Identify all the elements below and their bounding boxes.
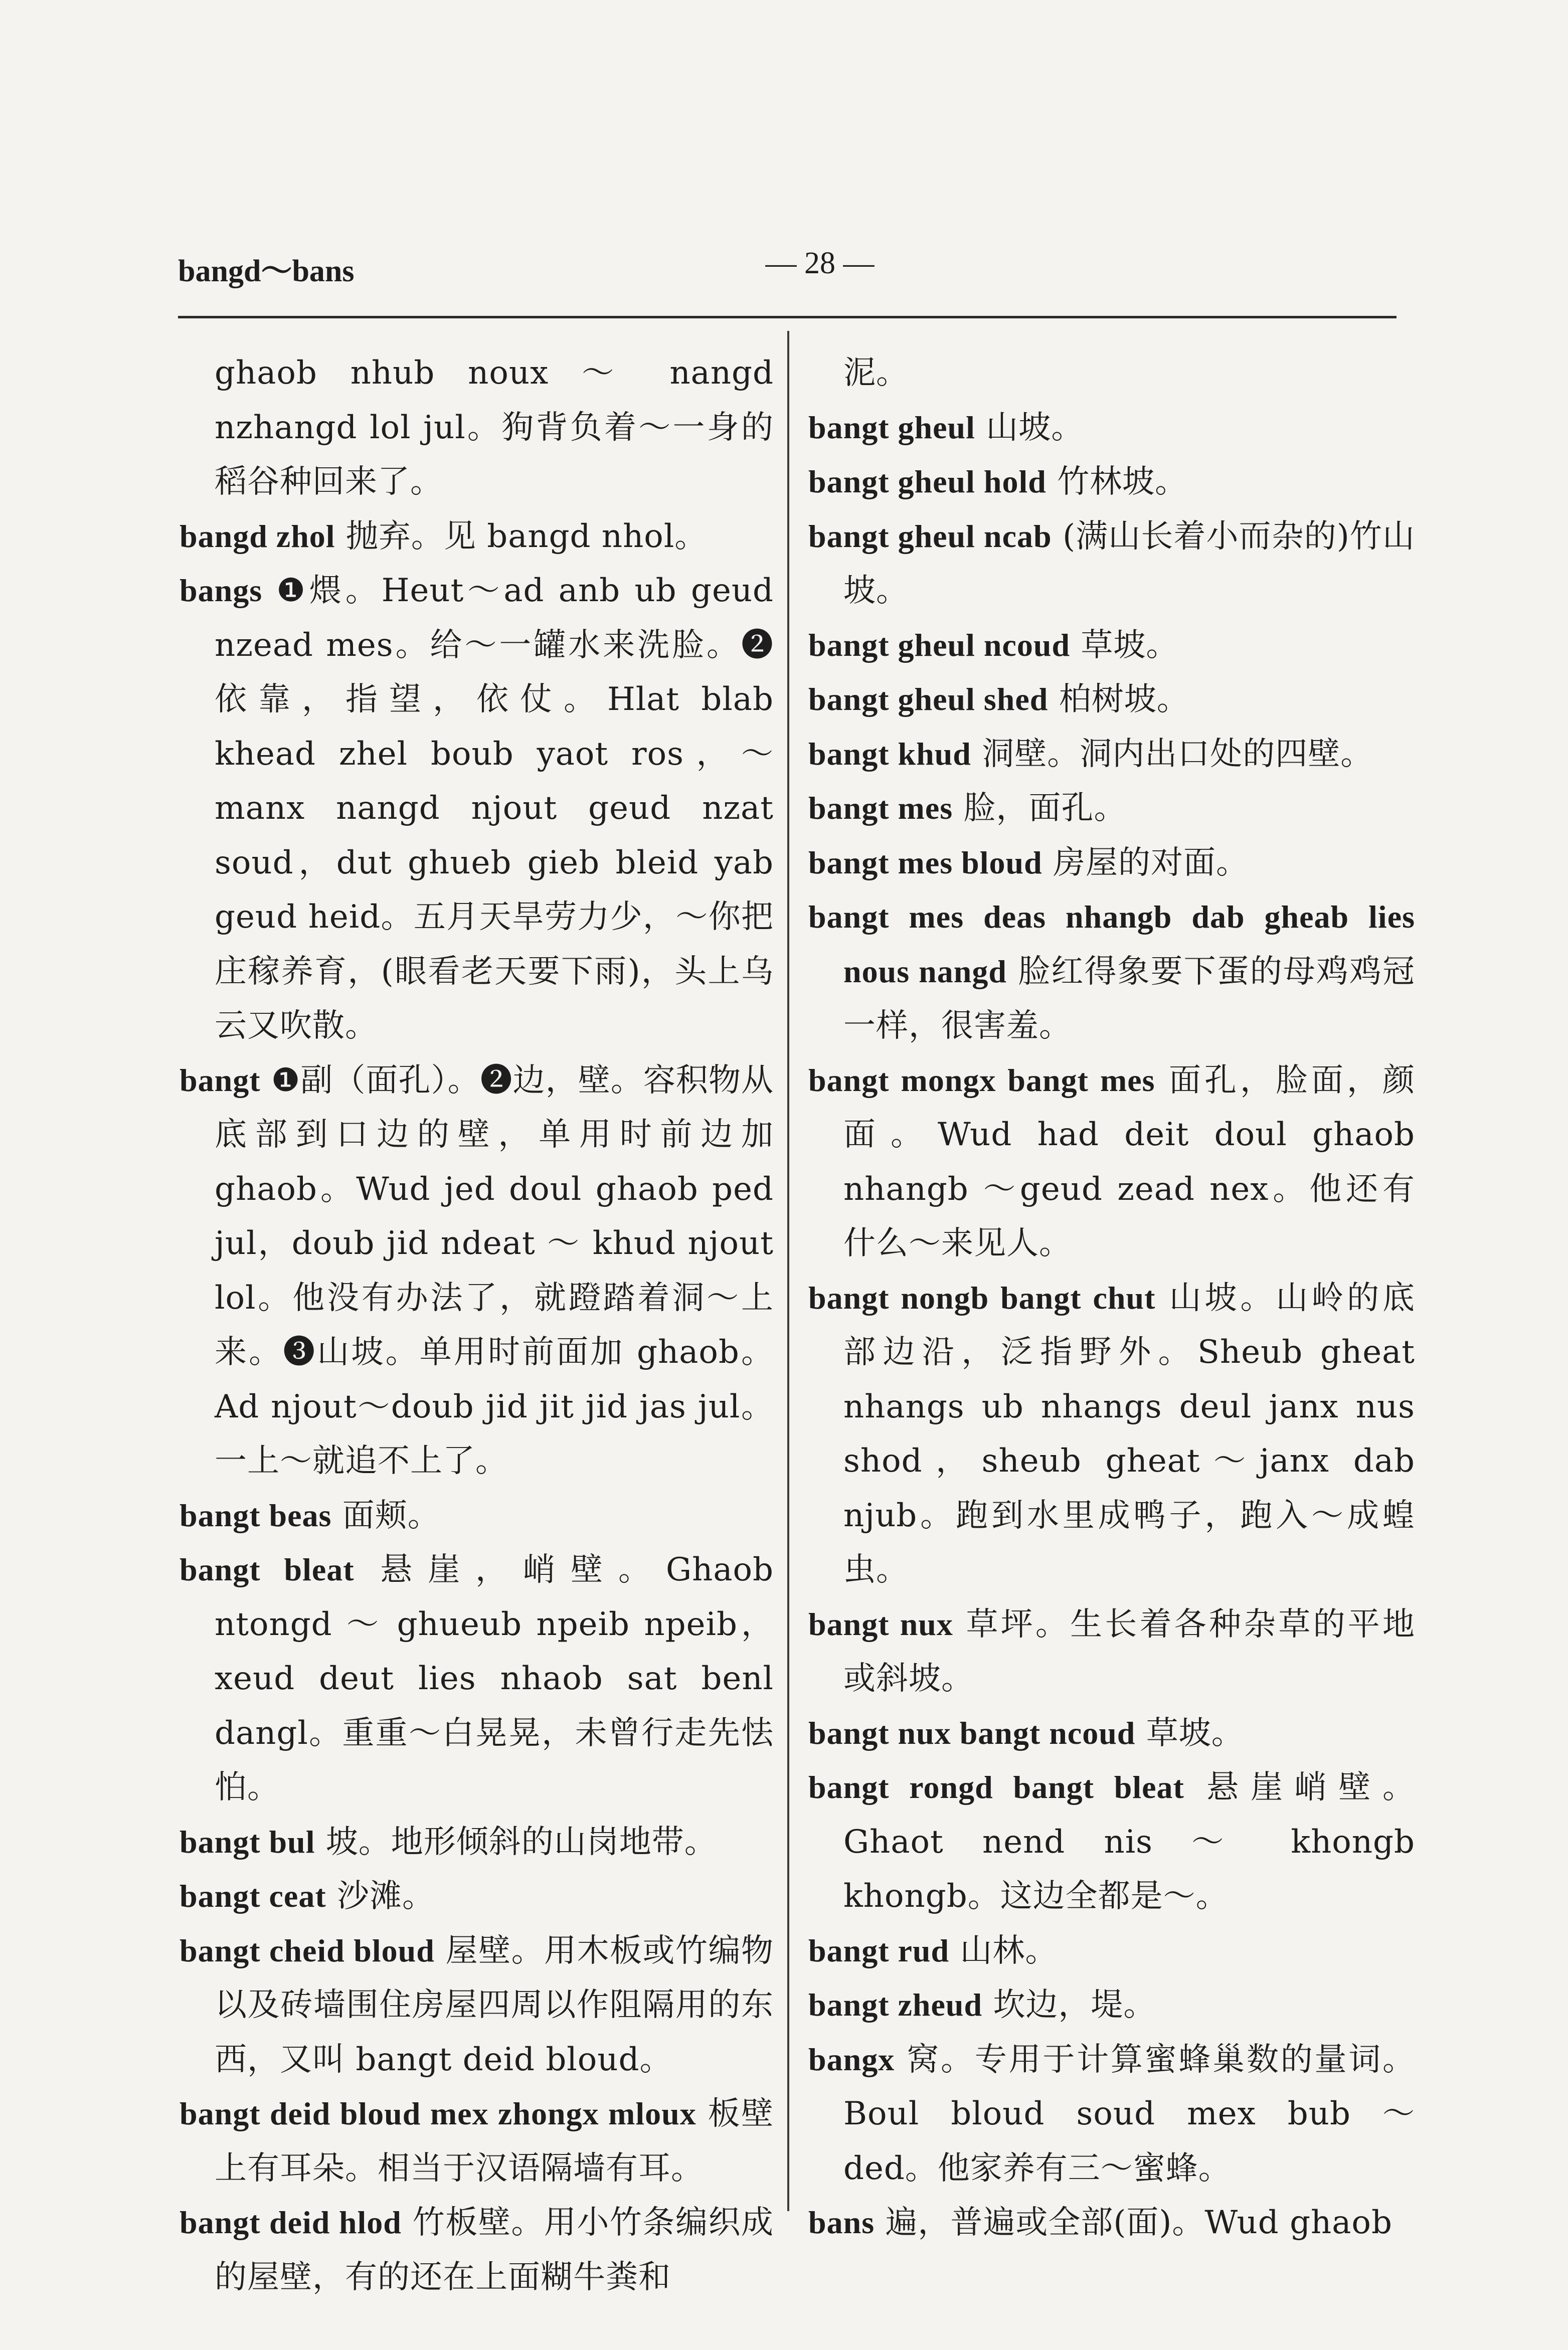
entry-definition: 面颊。 <box>342 1497 440 1534</box>
entry-headword: bangt deid hlod <box>180 2205 402 2240</box>
entry-headword: bangt bleat <box>180 1552 355 1587</box>
entry-definition: 竹林坡。 <box>1057 463 1188 500</box>
entry-headword: bangx <box>808 2041 895 2077</box>
entry-definition: ghaob nhub noux ～ nangd nzhangd lol jul。狗背负着～一身的稻谷种回来了。 <box>215 354 774 500</box>
dictionary-entry <box>180 564 774 1053</box>
entry-definition: 房屋的对面。 <box>1053 844 1249 881</box>
entry-headword: bangt mes bloud <box>808 844 1042 880</box>
entry-headword: bangs <box>180 573 263 608</box>
entry-headword: bangt gheul shed <box>808 681 1049 717</box>
entry-definition: 沙滩。 <box>336 1878 435 1915</box>
entry-headword: bangt ceat <box>180 1878 326 1914</box>
running-head: bangd～bans <box>178 254 355 288</box>
dictionary-entry <box>808 1706 1415 1761</box>
dictionary-entry <box>808 509 1415 618</box>
dictionary-entry <box>180 509 774 564</box>
dictionary-entry <box>808 672 1415 727</box>
dictionary-entry <box>808 1924 1415 1978</box>
dictionary-entry <box>180 1053 774 1489</box>
entry-definition: 脸，面孔。 <box>963 790 1127 827</box>
entry-definition: 山林。 <box>960 1932 1058 1969</box>
entry-definition: 洞壁。洞内出口处的四壁。 <box>982 735 1373 773</box>
entry-definition: 悬崖峭壁。Ghaot nend nis ～ khongb khongb。这边全都是～。 <box>843 1769 1415 1915</box>
entry-definition: 草坡。 <box>1146 1714 1244 1752</box>
entry-definition: 抛弃。见 bangd nhol。 <box>345 517 708 555</box>
dictionary-entry <box>180 1924 774 2087</box>
entry-definition: 屋壁。用木板或竹编物以及砖墙围住房屋四周以作阻隔用的东西，又叫 bangt deid bloud。 <box>215 1932 774 2078</box>
dictionary-entry <box>808 1978 1415 2033</box>
column-divider <box>787 331 789 2211</box>
dictionary-entry <box>180 1869 774 1924</box>
entry-definition: 山坡。山岭的底部边沿，泛指野外。Sheub gheat nhangs ub nhangs deul janx nus shod，sheub gheat～janx dab njub。跑到水里成鸭子，跑入～成蝗虫。 <box>843 1279 1416 1588</box>
entry-definition: ❶副（面孔）。❷边，壁。容积物从底部到口边的壁，单用时前边加 ghaob。Wud jed doul ghaob ped jul，doub jid ndeat ～ khud njout lol。他没有办法了，就蹬踏着洞～上来。❸山坡。单用时前面加 ghaob。Ad njout～doub jid jit jid jas jul。一上～就追不上了。 <box>215 1061 774 1480</box>
entry-headword: bangt zheud <box>808 1987 983 2023</box>
page-header <box>178 241 1397 318</box>
entry-headword: bangt nongb bangt chut <box>808 1280 1156 1316</box>
dictionary-entry <box>180 1543 774 1815</box>
entry-definition: 草坡。 <box>1081 626 1179 664</box>
left-column <box>180 346 774 2304</box>
entry-headword: bangt gheul <box>808 409 975 445</box>
dictionary-entry <box>808 1271 1415 1597</box>
dictionary-entry <box>180 346 774 509</box>
entry-headword: bangt mongx bangt mes <box>808 1062 1155 1098</box>
dictionary-entry <box>808 401 1415 455</box>
entry-headword: bangt mes deas nhangb dab gheab lies nous nangd <box>808 899 1415 989</box>
entry-definition: 遍，普遍或全部(面)。Wud ghaob <box>885 2204 1392 2241</box>
entry-headword: bangt beas <box>180 1497 332 1533</box>
entry-definition: (满山长着小而杂的)竹山坡。 <box>843 517 1416 609</box>
entry-definition: 坎边，堤。 <box>993 1986 1156 2024</box>
dictionary-entry <box>808 1053 1415 1271</box>
dictionary-entry <box>808 2196 1415 2250</box>
entry-definition: 脸红得象要下蛋的母鸡鸡冠一样，很害羞。 <box>843 953 1416 1044</box>
entry-definition: 板壁上有耳朵。相当于汉语隔墙有耳。 <box>215 2095 774 2187</box>
dictionary-entry <box>180 2087 774 2196</box>
entry-definition: 面孔，脸面，颜面。Wud had deit doul ghaob nhangb ～geud zead nex。他还有什么～来见人。 <box>843 1061 1416 1262</box>
entry-definition: 悬崖，峭壁。Ghaob ntongd ～ ghueub npeib npeib，xeud deut lies nhaob sat benl dangl。重重～白晃晃，未曾行走先怯怕。 <box>215 1551 774 1806</box>
dictionary-entry <box>808 346 1415 401</box>
dictionary-entry <box>808 836 1415 890</box>
entry-headword: bangt nux <box>808 1606 953 1642</box>
entry-definition: 窝。专用于计算蜜蜂巢数的量词。Boul bloud soud mex bub ～ ded。他家养有三～蜜蜂。 <box>843 2041 1415 2187</box>
dictionary-entry <box>808 1597 1415 1706</box>
entry-headword: bangt nux bangt ncoud <box>808 1715 1136 1751</box>
entry-definition: 草坪。生长着各种杂草的平地或斜坡。 <box>843 1605 1416 1697</box>
entry-definition: 柏树坡。 <box>1059 681 1189 718</box>
dictionary-entry <box>808 1760 1415 1924</box>
entry-headword: bangt rongd bangt bleat <box>808 1769 1184 1805</box>
dictionary-entry <box>180 2196 774 2304</box>
entry-definition: 泥。 <box>843 354 909 392</box>
entry-definition: 坡。地形倾斜的山岗地带。 <box>325 1823 717 1861</box>
page-number: — 28 — <box>765 246 875 280</box>
entry-headword: bangt gheul ncab <box>808 518 1052 554</box>
dictionary-entry <box>808 455 1415 509</box>
dictionary-entry <box>180 1815 774 1870</box>
entry-headword: bangd zhol <box>180 518 335 554</box>
dictionary-entry <box>808 890 1415 1053</box>
entry-headword: bangt rud <box>808 1932 950 1968</box>
right-column <box>808 346 1415 2250</box>
entry-definition: 山坡。 <box>986 409 1084 446</box>
entry-headword: bangt gheul hold <box>808 464 1047 499</box>
entry-headword: bangt gheul ncoud <box>808 627 1071 663</box>
dictionary-entry <box>808 2033 1415 2196</box>
entry-definition: 竹板壁。用小竹条编织成的屋壁，有的还在上面糊牛粪和 <box>215 2204 774 2296</box>
dictionary-entry <box>180 1489 774 1543</box>
entry-headword: bangt bul <box>180 1824 315 1860</box>
dictionary-entry <box>808 618 1415 673</box>
entry-headword: bangt mes <box>808 790 953 826</box>
entry-headword: bans <box>808 2205 875 2240</box>
entry-definition: ❶煨。Heut～ad anb ub geud nzead mes。给～一罐水来洗脸。❷依靠，指望，依仗。Hlat blab khead zhel boub yaot ros，～manx nangd njout geud nzat soud，dut ghueb gieb bleid yab geud heid。五月天旱劳力少，～你把庄稼养育，(眼看老天要下雨)，头上乌云又吹散。 <box>215 572 774 1044</box>
dictionary-entry <box>808 727 1415 782</box>
entry-headword: bangt khud <box>808 736 971 772</box>
dictionary-entry <box>808 781 1415 836</box>
entry-headword: bangt cheid bloud <box>180 1932 435 1968</box>
entry-headword: bangt deid bloud mex zhongx mloux <box>180 2096 696 2131</box>
entry-headword: bangt <box>180 1062 261 1098</box>
